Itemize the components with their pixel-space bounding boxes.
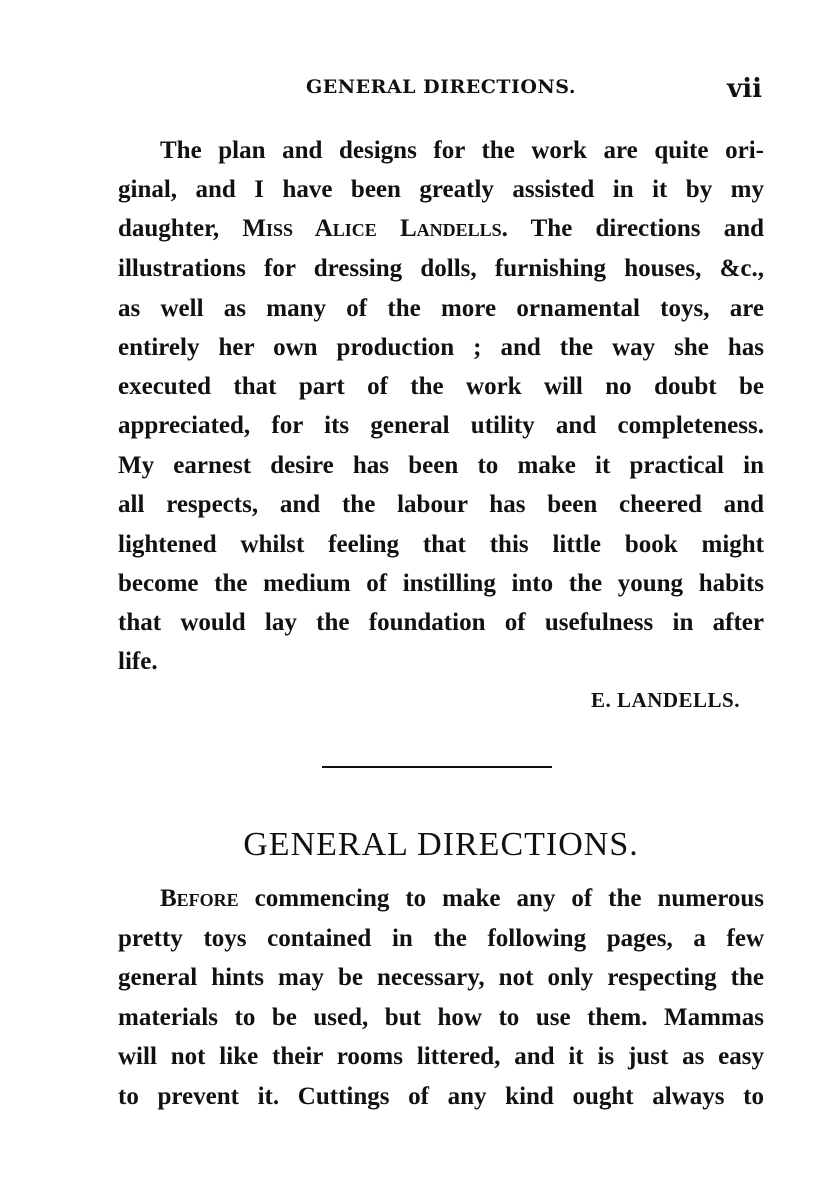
preface-line: illustrations for dressing dolls, furnishing houses, &c., (118, 255, 764, 282)
section-divider (322, 766, 552, 768)
preface-line: appreciated, for its general utility and completeness. (118, 412, 764, 439)
preface-line (118, 214, 764, 244)
section-line-tail: commencing to make any of the numerous (238, 885, 764, 912)
preface-line: executed that part of the work will no doubt be (118, 373, 764, 400)
preface-line: lightened whilst feeling that this little book might (118, 531, 764, 558)
running-title: GENERAL DIRECTIONS. (306, 76, 576, 98)
section-line: general hints may be necessary, not only respecting the (118, 964, 764, 991)
running-header (118, 76, 764, 106)
section-line: to prevent it. Cuttings of any kind ought always to (118, 1083, 764, 1110)
preface-line: My earnest desire has been to make it practical in (118, 452, 764, 479)
preface-line: life. (118, 648, 158, 675)
lead-word-smallcaps: Before (160, 885, 239, 912)
preface-line: that would lay the foundation of usefulness in after (118, 609, 764, 636)
section-line: will not like their rooms littered, and it is just as easy (118, 1043, 764, 1070)
page-number: vii (727, 74, 762, 104)
section-line (160, 884, 764, 914)
preface-line: all respects, and the labour has been cheered and (118, 491, 764, 518)
section-heading: GENERAL DIRECTIONS. (243, 826, 639, 863)
preface-line-lead: daughter, (118, 215, 243, 242)
section-line: materials to be used, but how to use them. Mammas (118, 1004, 764, 1031)
preface-line: ginal, and I have been greatly assisted in it by my (118, 176, 764, 203)
preface-line: as well as many of the more ornamental toys, are (118, 295, 764, 322)
author-name-smallcaps: Miss Alice Landells. (242, 215, 508, 242)
preface-line: become the medium of instilling into the young habits (118, 570, 764, 597)
preface-line-tail: The directions and (530, 215, 764, 242)
preface-line: The plan and designs for the work are quite ori- (160, 137, 764, 164)
signature: E. LANDELLS. (591, 688, 740, 712)
preface-line: entirely her own production ; and the way she has (118, 334, 764, 361)
section-line: pretty toys contained in the following pages, a few (118, 925, 764, 952)
